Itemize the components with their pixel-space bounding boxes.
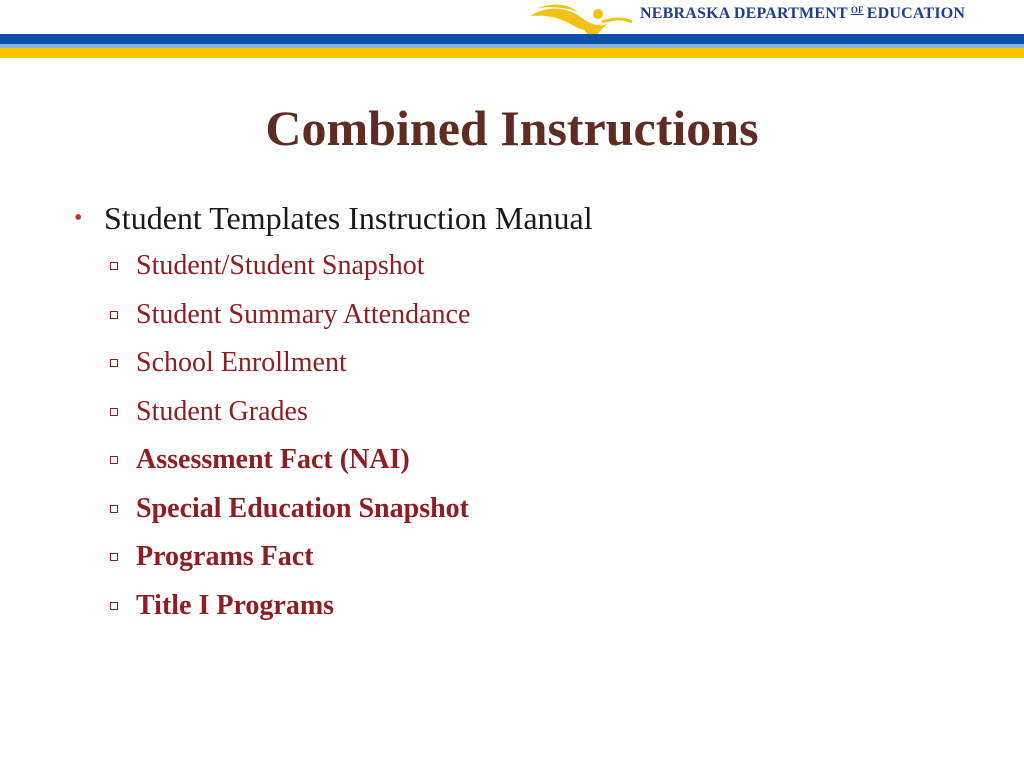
sub-bullet-item (74, 582, 974, 631)
sub-bullet-text: Student Grades (136, 395, 308, 427)
sub-bullet-item (74, 533, 974, 582)
sub-bullet-item (74, 485, 974, 534)
sub-bullet-text: Programs Fact (136, 541, 314, 572)
sub-bullet-list (74, 242, 974, 630)
brand-text-after: EDUCATION (866, 5, 966, 22)
sub-bullet-text: Title I Programs (136, 589, 335, 621)
sub-bullet-item (74, 242, 974, 291)
bullet-dot-icon: • (74, 205, 83, 231)
square-bullet-icon (110, 359, 118, 367)
sub-bullet-text: Special Education Snapshot (136, 492, 469, 524)
slide-title: Combined Instructions (265, 100, 759, 156)
sub-bullet-item (74, 436, 974, 485)
bullet-item (74, 194, 974, 242)
sub-bullet-text: Student Summary Attendance (136, 298, 471, 330)
brand-text-before: NEBRASKA DEPARTMENT (640, 5, 848, 22)
header-yellow-stripe (0, 48, 1024, 58)
square-bullet-icon (110, 408, 118, 416)
square-bullet-icon (110, 553, 118, 561)
sub-bullet-text: School Enrollment (136, 347, 347, 378)
square-bullet-icon (110, 505, 118, 513)
header-blue-stripe (0, 34, 1024, 44)
sub-bullet-text: Student/Student Snapshot (136, 250, 425, 281)
sub-bullet-text: Assessment Fact (NAI) (136, 444, 410, 475)
sub-bullet-item (74, 339, 974, 388)
brand-wordmark (640, 5, 965, 23)
brand-text-of: OF (850, 5, 864, 15)
square-bullet-icon (110, 311, 118, 319)
slide-body (74, 194, 974, 630)
square-bullet-icon (110, 262, 118, 270)
sub-bullet-item (74, 388, 974, 437)
sub-bullet-item (74, 291, 974, 340)
square-bullet-icon (110, 602, 118, 610)
square-bullet-icon (110, 456, 118, 464)
header-banner (0, 0, 1024, 60)
bullet-text: Student Templates Instruction Manual (104, 200, 593, 236)
